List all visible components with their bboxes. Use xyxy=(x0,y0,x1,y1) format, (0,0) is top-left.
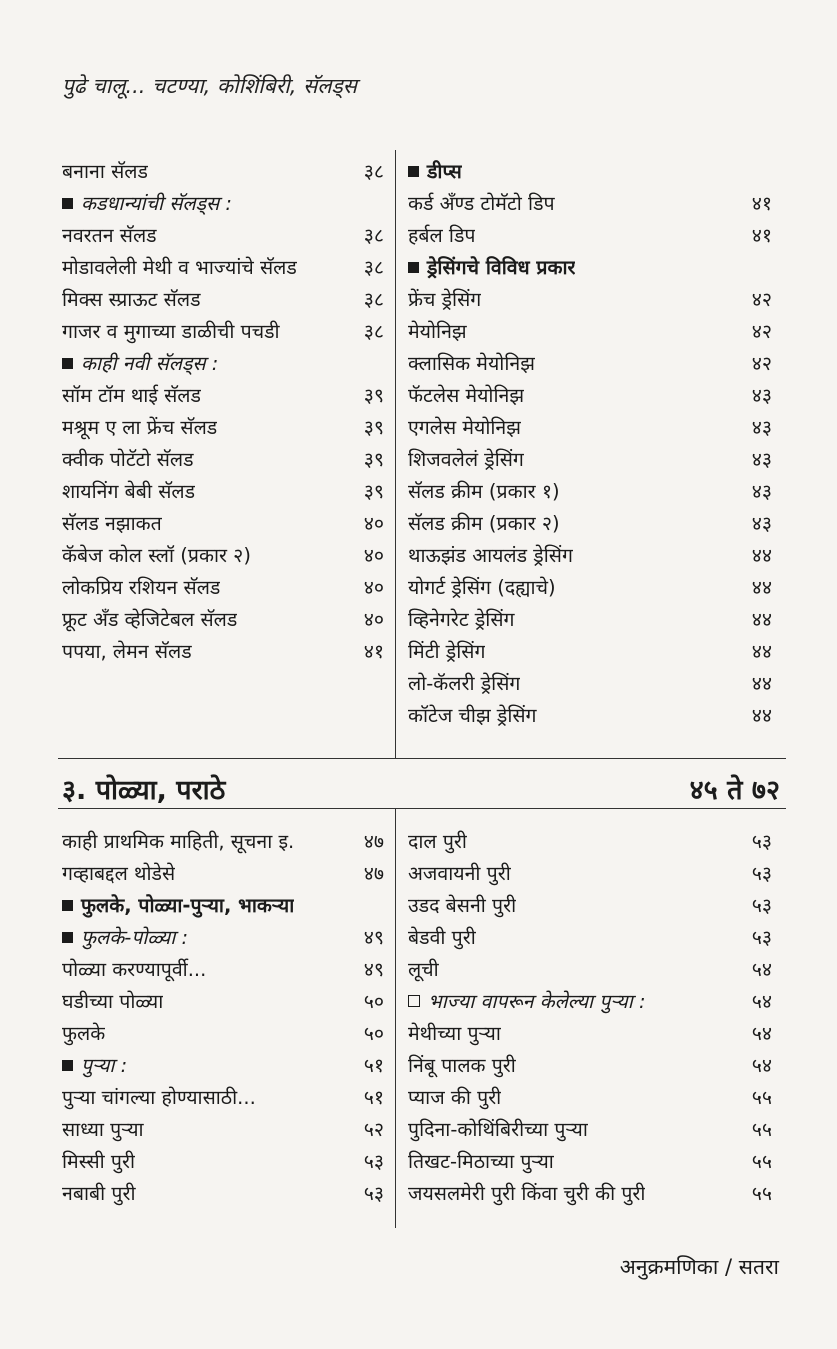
index-entry xyxy=(408,284,772,316)
entry-text: कडधान्यांची सॅलड्स : xyxy=(81,192,232,215)
entry-text: ड्रेसिंगचे विविध प्रकार xyxy=(427,256,576,279)
index-entry xyxy=(62,220,384,252)
entry-text: मेथीच्या पुऱ्या xyxy=(408,1022,501,1045)
filled-square-bullet-icon xyxy=(62,900,73,911)
index-entry xyxy=(408,1082,772,1114)
entry-page-number: ५४ xyxy=(751,1054,772,1077)
entry-page-number: ४३ xyxy=(751,416,772,439)
entry-page-number: ३८ xyxy=(363,256,384,279)
section-title: ३. पोळ्या, पराठे xyxy=(62,775,226,806)
index-entry xyxy=(408,922,772,954)
entry-page-number: ४३ xyxy=(751,480,772,503)
index-entry xyxy=(408,1114,772,1146)
entry-title xyxy=(408,986,646,1018)
index-entry xyxy=(408,858,772,890)
index-entry xyxy=(62,1178,384,1210)
entry-page-number: ५० xyxy=(363,1022,384,1045)
index-entry xyxy=(62,1082,384,1114)
entry-title xyxy=(408,572,556,604)
entry-text: नवरतन सॅलड xyxy=(62,224,157,247)
entry-page-number: ४० xyxy=(363,512,384,535)
entry-title xyxy=(408,380,524,412)
entry-text: शायनिंग बेबी सॅलड xyxy=(62,480,196,503)
index-entry xyxy=(408,604,772,636)
index-entry xyxy=(62,858,384,890)
entry-title xyxy=(62,1018,105,1050)
entry-page-number: ३९ xyxy=(363,480,384,503)
entry-title xyxy=(408,188,555,220)
index-entry xyxy=(408,220,772,252)
entry-title xyxy=(408,1018,501,1050)
entry-text: लो-कॅलरी ड्रेसिंग xyxy=(408,672,521,695)
index-entry xyxy=(408,986,772,1018)
entry-title xyxy=(408,922,476,954)
index-entry xyxy=(62,826,384,858)
entry-text: फ्रेंच ड्रेसिंग xyxy=(408,288,482,311)
index-entry xyxy=(62,604,384,636)
index-entry xyxy=(408,412,772,444)
entry-text: तिखट-मिठाच्या पुऱ्या xyxy=(408,1150,554,1173)
filled-square-bullet-icon xyxy=(62,932,73,943)
entry-title xyxy=(62,1178,136,1210)
entry-title xyxy=(408,1114,588,1146)
entry-page-number: ४९ xyxy=(363,926,384,949)
column-divider-top xyxy=(395,150,396,758)
entry-text: मिक्स स्प्राऊट सॅलड xyxy=(62,288,201,311)
index-entry xyxy=(62,316,384,348)
index-entry xyxy=(408,380,772,412)
entry-text: पपया, लेमन सॅलड xyxy=(62,640,192,663)
entry-title xyxy=(408,1082,501,1114)
entry-title xyxy=(62,636,192,668)
entry-page-number: ४४ xyxy=(751,608,772,631)
index-entry xyxy=(62,476,384,508)
entry-page-number: ४० xyxy=(363,608,384,631)
column-divider-bottom xyxy=(395,808,396,1228)
entry-text: कर्ड अँण्ड टोमॅटो डिप xyxy=(408,192,555,215)
entry-page-number: ४१ xyxy=(751,224,772,247)
index-entry xyxy=(62,348,384,380)
entry-text: दाल पुरी xyxy=(408,830,467,853)
index-entry xyxy=(408,1018,772,1050)
entry-page-number: ४१ xyxy=(751,192,772,215)
entry-text: फुलके xyxy=(62,1022,106,1045)
entry-text: योगर्ट ड्रेसिंग (दह्याचे) xyxy=(408,576,556,599)
entry-text: सॅलड क्रीम (प्रकार २) xyxy=(408,512,560,535)
entry-title xyxy=(62,572,220,604)
index-entry xyxy=(62,540,384,572)
entry-title xyxy=(62,156,148,188)
entry-title xyxy=(62,540,251,572)
entry-text: फ्रूट अँड व्हेजिटेबल सॅलड xyxy=(62,608,238,631)
entry-title xyxy=(408,476,560,508)
running-head: पुढे चालू... चटण्या, कोशिंबिरी, सॅलड्स xyxy=(62,74,357,98)
index-entry xyxy=(62,380,384,412)
entry-text: उडद बेसनी पुरी xyxy=(408,894,517,917)
entry-text: फॅटलेस मेयोनिझ xyxy=(408,384,525,407)
entry-text: सॅलड नझाकत xyxy=(62,512,162,535)
index-column-top-right xyxy=(408,156,772,732)
entry-text: क्लासिक मेयोनिझ xyxy=(408,352,535,375)
entry-text: मिस्सी पुरी xyxy=(62,1150,136,1173)
entry-text: पुदिना-कोथिंबिरीच्या पुऱ्या xyxy=(408,1118,588,1141)
entry-title xyxy=(408,1178,645,1210)
entry-page-number: ४४ xyxy=(751,576,772,599)
entry-text: सॅलड क्रीम (प्रकार १) xyxy=(408,480,560,503)
section-rule-bottom xyxy=(58,808,786,809)
section-page-range: ४५ ते ७२ xyxy=(689,775,780,806)
entry-text: घडीच्या पोळ्या xyxy=(62,990,164,1013)
index-entry xyxy=(408,156,772,188)
index-entry xyxy=(408,1178,772,1210)
entry-title xyxy=(62,604,237,636)
entry-text: लूची xyxy=(408,958,439,981)
index-entry xyxy=(408,540,772,572)
entry-text: मोडावलेली मेथी व भाज्यांचे सॅलड xyxy=(62,256,297,279)
entry-title xyxy=(408,316,467,348)
entry-title xyxy=(408,156,462,188)
entry-title xyxy=(62,826,294,858)
index-entry xyxy=(62,1050,384,1082)
entry-text: प्याज की पुरी xyxy=(408,1086,502,1109)
entry-title xyxy=(408,954,439,986)
page-footer: अनुक्रमणिका / सतरा xyxy=(619,1255,779,1279)
entry-text: निंबू पालक पुरी xyxy=(408,1054,516,1077)
entry-page-number: ५४ xyxy=(751,990,772,1013)
entry-text: फुलके, पोळ्या-पुऱ्या, भाकऱ्या xyxy=(81,894,295,917)
entry-page-number: ४४ xyxy=(751,704,772,727)
entry-title xyxy=(408,348,535,380)
entry-text: नबाबी पुरी xyxy=(62,1182,136,1205)
index-entry xyxy=(62,1018,384,1050)
entry-title xyxy=(62,1050,127,1082)
entry-page-number: ३८ xyxy=(363,224,384,247)
index-entry xyxy=(62,252,384,284)
entry-page-number: ४७ xyxy=(363,830,384,853)
entry-page-number: ४० xyxy=(363,544,384,567)
entry-text: हर्बल डिप xyxy=(408,224,476,247)
entry-text: साध्या पुऱ्या xyxy=(62,1118,144,1141)
index-entry xyxy=(408,636,772,668)
index-column-bottom-left xyxy=(62,826,384,1210)
entry-text: शिजवलेलं ड्रेसिंग xyxy=(408,448,524,471)
section-rule-top xyxy=(58,758,786,759)
entry-page-number: ५२ xyxy=(363,1118,384,1141)
entry-page-number: ४३ xyxy=(751,512,772,535)
entry-title xyxy=(62,1146,135,1178)
entry-text: कॅबेज कोल स्लॉ (प्रकार २) xyxy=(62,544,251,567)
entry-page-number: ५४ xyxy=(751,1022,772,1045)
entry-title xyxy=(62,858,175,890)
index-entry xyxy=(408,252,772,284)
filled-square-bullet-icon xyxy=(408,166,419,177)
entry-title xyxy=(62,922,188,954)
index-entry xyxy=(62,156,384,188)
index-entry xyxy=(62,284,384,316)
entry-page-number: ४२ xyxy=(751,288,772,311)
entry-title xyxy=(62,412,217,444)
entry-title xyxy=(408,444,524,476)
filled-square-bullet-icon xyxy=(62,358,73,369)
entry-title xyxy=(62,316,280,348)
index-entry xyxy=(408,826,772,858)
entry-page-number: ५५ xyxy=(751,1118,772,1141)
entry-text: बनाना सॅलड xyxy=(62,160,148,183)
entry-page-number: ३९ xyxy=(363,448,384,471)
index-entry xyxy=(408,572,772,604)
entry-title xyxy=(408,412,521,444)
index-entry xyxy=(408,508,772,540)
entry-title xyxy=(408,604,515,636)
entry-title xyxy=(408,252,575,284)
index-entry xyxy=(408,444,772,476)
entry-title xyxy=(62,1082,256,1114)
filled-square-bullet-icon xyxy=(62,1060,73,1071)
entry-page-number: ४४ xyxy=(751,544,772,567)
index-entry xyxy=(62,508,384,540)
entry-title xyxy=(62,284,201,316)
index-entry xyxy=(408,700,772,732)
index-entry xyxy=(408,316,772,348)
entry-page-number: ३८ xyxy=(363,320,384,343)
entry-text: फुलके-पोळ्या : xyxy=(81,926,189,949)
index-entry xyxy=(408,476,772,508)
index-entry xyxy=(62,636,384,668)
entry-title xyxy=(408,540,573,572)
entry-title xyxy=(408,636,485,668)
entry-title xyxy=(408,700,537,732)
entry-page-number: ४७ xyxy=(363,862,384,885)
entry-text: क्वीक पोटॅटो सॅलड xyxy=(62,448,194,471)
entry-title xyxy=(62,508,162,540)
entry-title xyxy=(62,986,163,1018)
entry-title xyxy=(62,188,232,220)
entry-text: मेयोनिझ xyxy=(408,320,467,343)
entry-text: सॉम टॉम थाई सॅलड xyxy=(62,384,201,407)
entry-page-number: ३९ xyxy=(363,416,384,439)
entry-title xyxy=(408,508,560,540)
index-entry xyxy=(62,922,384,954)
entry-page-number: ४३ xyxy=(751,448,772,471)
entry-page-number: ४० xyxy=(363,576,384,599)
index-entry xyxy=(62,954,384,986)
entry-text: गव्हाबद्दल थोडेसे xyxy=(62,862,176,885)
entry-page-number: ५१ xyxy=(363,1086,384,1109)
entry-text: अजवायनी पुरी xyxy=(408,862,511,885)
entry-text: थाऊझंड आयलंड ड्रेसिंग xyxy=(408,544,573,567)
entry-title xyxy=(62,380,201,412)
index-entry xyxy=(62,572,384,604)
index-entry xyxy=(408,1146,772,1178)
entry-page-number: ४२ xyxy=(751,320,772,343)
entry-text: पोळ्या करण्यापूर्वी... xyxy=(62,958,207,981)
index-entry xyxy=(408,1050,772,1082)
entry-text: काही प्राथमिक माहिती, सूचना इ. xyxy=(62,830,295,853)
index-entry xyxy=(62,412,384,444)
index-entry xyxy=(62,444,384,476)
entry-title xyxy=(408,890,516,922)
entry-page-number: ३९ xyxy=(363,384,384,407)
entry-page-number: ३८ xyxy=(363,160,384,183)
entry-title xyxy=(62,444,194,476)
index-entry xyxy=(62,1146,384,1178)
entry-title xyxy=(408,1050,516,1082)
entry-text: मिंटी ड्रेसिंग xyxy=(408,640,486,663)
index-entry xyxy=(408,954,772,986)
entry-page-number: ४४ xyxy=(751,640,772,663)
index-column-bottom-right xyxy=(408,826,772,1210)
filled-square-bullet-icon xyxy=(62,198,73,209)
entry-text: एगलेस मेयोनिझ xyxy=(408,416,522,439)
entry-text: भाज्या वापरून केलेल्या पुऱ्या : xyxy=(428,990,646,1013)
open-square-bullet-icon xyxy=(408,995,420,1007)
entry-title xyxy=(62,476,195,508)
index-entry xyxy=(62,1114,384,1146)
index-entry xyxy=(408,890,772,922)
filled-square-bullet-icon xyxy=(408,262,419,273)
entry-text: गाजर व मुगाच्या डाळीची पचडी xyxy=(62,320,280,343)
entry-text: पुऱ्या चांगल्या होण्यासाठी... xyxy=(62,1086,256,1109)
entry-page-number: ५३ xyxy=(751,862,772,885)
entry-page-number: ५५ xyxy=(751,1086,772,1109)
index-column-top-left xyxy=(62,156,384,668)
entry-text: कॉटेज चीझ ड्रेसिंग xyxy=(408,704,537,727)
entry-title xyxy=(408,284,481,316)
entry-page-number: ३८ xyxy=(363,288,384,311)
entry-text: डीप्स xyxy=(427,160,462,183)
entry-page-number: ५३ xyxy=(751,926,772,949)
entry-page-number: ५५ xyxy=(751,1150,772,1173)
entry-title xyxy=(408,1146,554,1178)
entry-text: पुऱ्या : xyxy=(81,1054,128,1077)
entry-title xyxy=(62,252,297,284)
entry-title xyxy=(62,348,218,380)
entry-page-number: ५३ xyxy=(751,894,772,917)
index-entry xyxy=(62,188,384,220)
entry-title xyxy=(62,954,206,986)
entry-page-number: ४४ xyxy=(751,672,772,695)
entry-title xyxy=(408,858,511,890)
entry-text: जयसलमेरी पुरी किंवा चुरी की पुरी xyxy=(408,1182,646,1205)
entry-title xyxy=(62,890,294,922)
index-entry xyxy=(408,668,772,700)
entry-page-number: ५३ xyxy=(751,830,772,853)
index-entry xyxy=(62,890,384,922)
index-entry xyxy=(62,986,384,1018)
entry-page-number: ५३ xyxy=(363,1182,384,1205)
entry-page-number: ५३ xyxy=(363,1150,384,1173)
entry-text: व्हिनेगरेट ड्रेसिंग xyxy=(408,608,515,631)
index-entry xyxy=(408,348,772,380)
index-entry xyxy=(408,188,772,220)
entry-page-number: ५५ xyxy=(751,1182,772,1205)
entry-text: मश्रूम ए ला फ्रेंच सॅलड xyxy=(62,416,218,439)
entry-page-number: ४९ xyxy=(363,958,384,981)
entry-title xyxy=(408,220,475,252)
entry-title xyxy=(62,220,157,252)
entry-page-number: ४२ xyxy=(751,352,772,375)
entry-page-number: ४३ xyxy=(751,384,772,407)
entry-title xyxy=(62,1114,144,1146)
entry-text: काही नवी सॅलड्स : xyxy=(81,352,219,375)
entry-page-number: ४१ xyxy=(363,640,384,663)
entry-text: बेडवी पुरी xyxy=(408,926,476,949)
entry-title xyxy=(408,826,467,858)
entry-page-number: ५१ xyxy=(363,1054,384,1077)
entry-text: लोकप्रिय रशियन सॅलड xyxy=(62,576,221,599)
entry-title xyxy=(408,668,520,700)
entry-page-number: ५४ xyxy=(751,958,772,981)
entry-page-number: ५० xyxy=(363,990,384,1013)
